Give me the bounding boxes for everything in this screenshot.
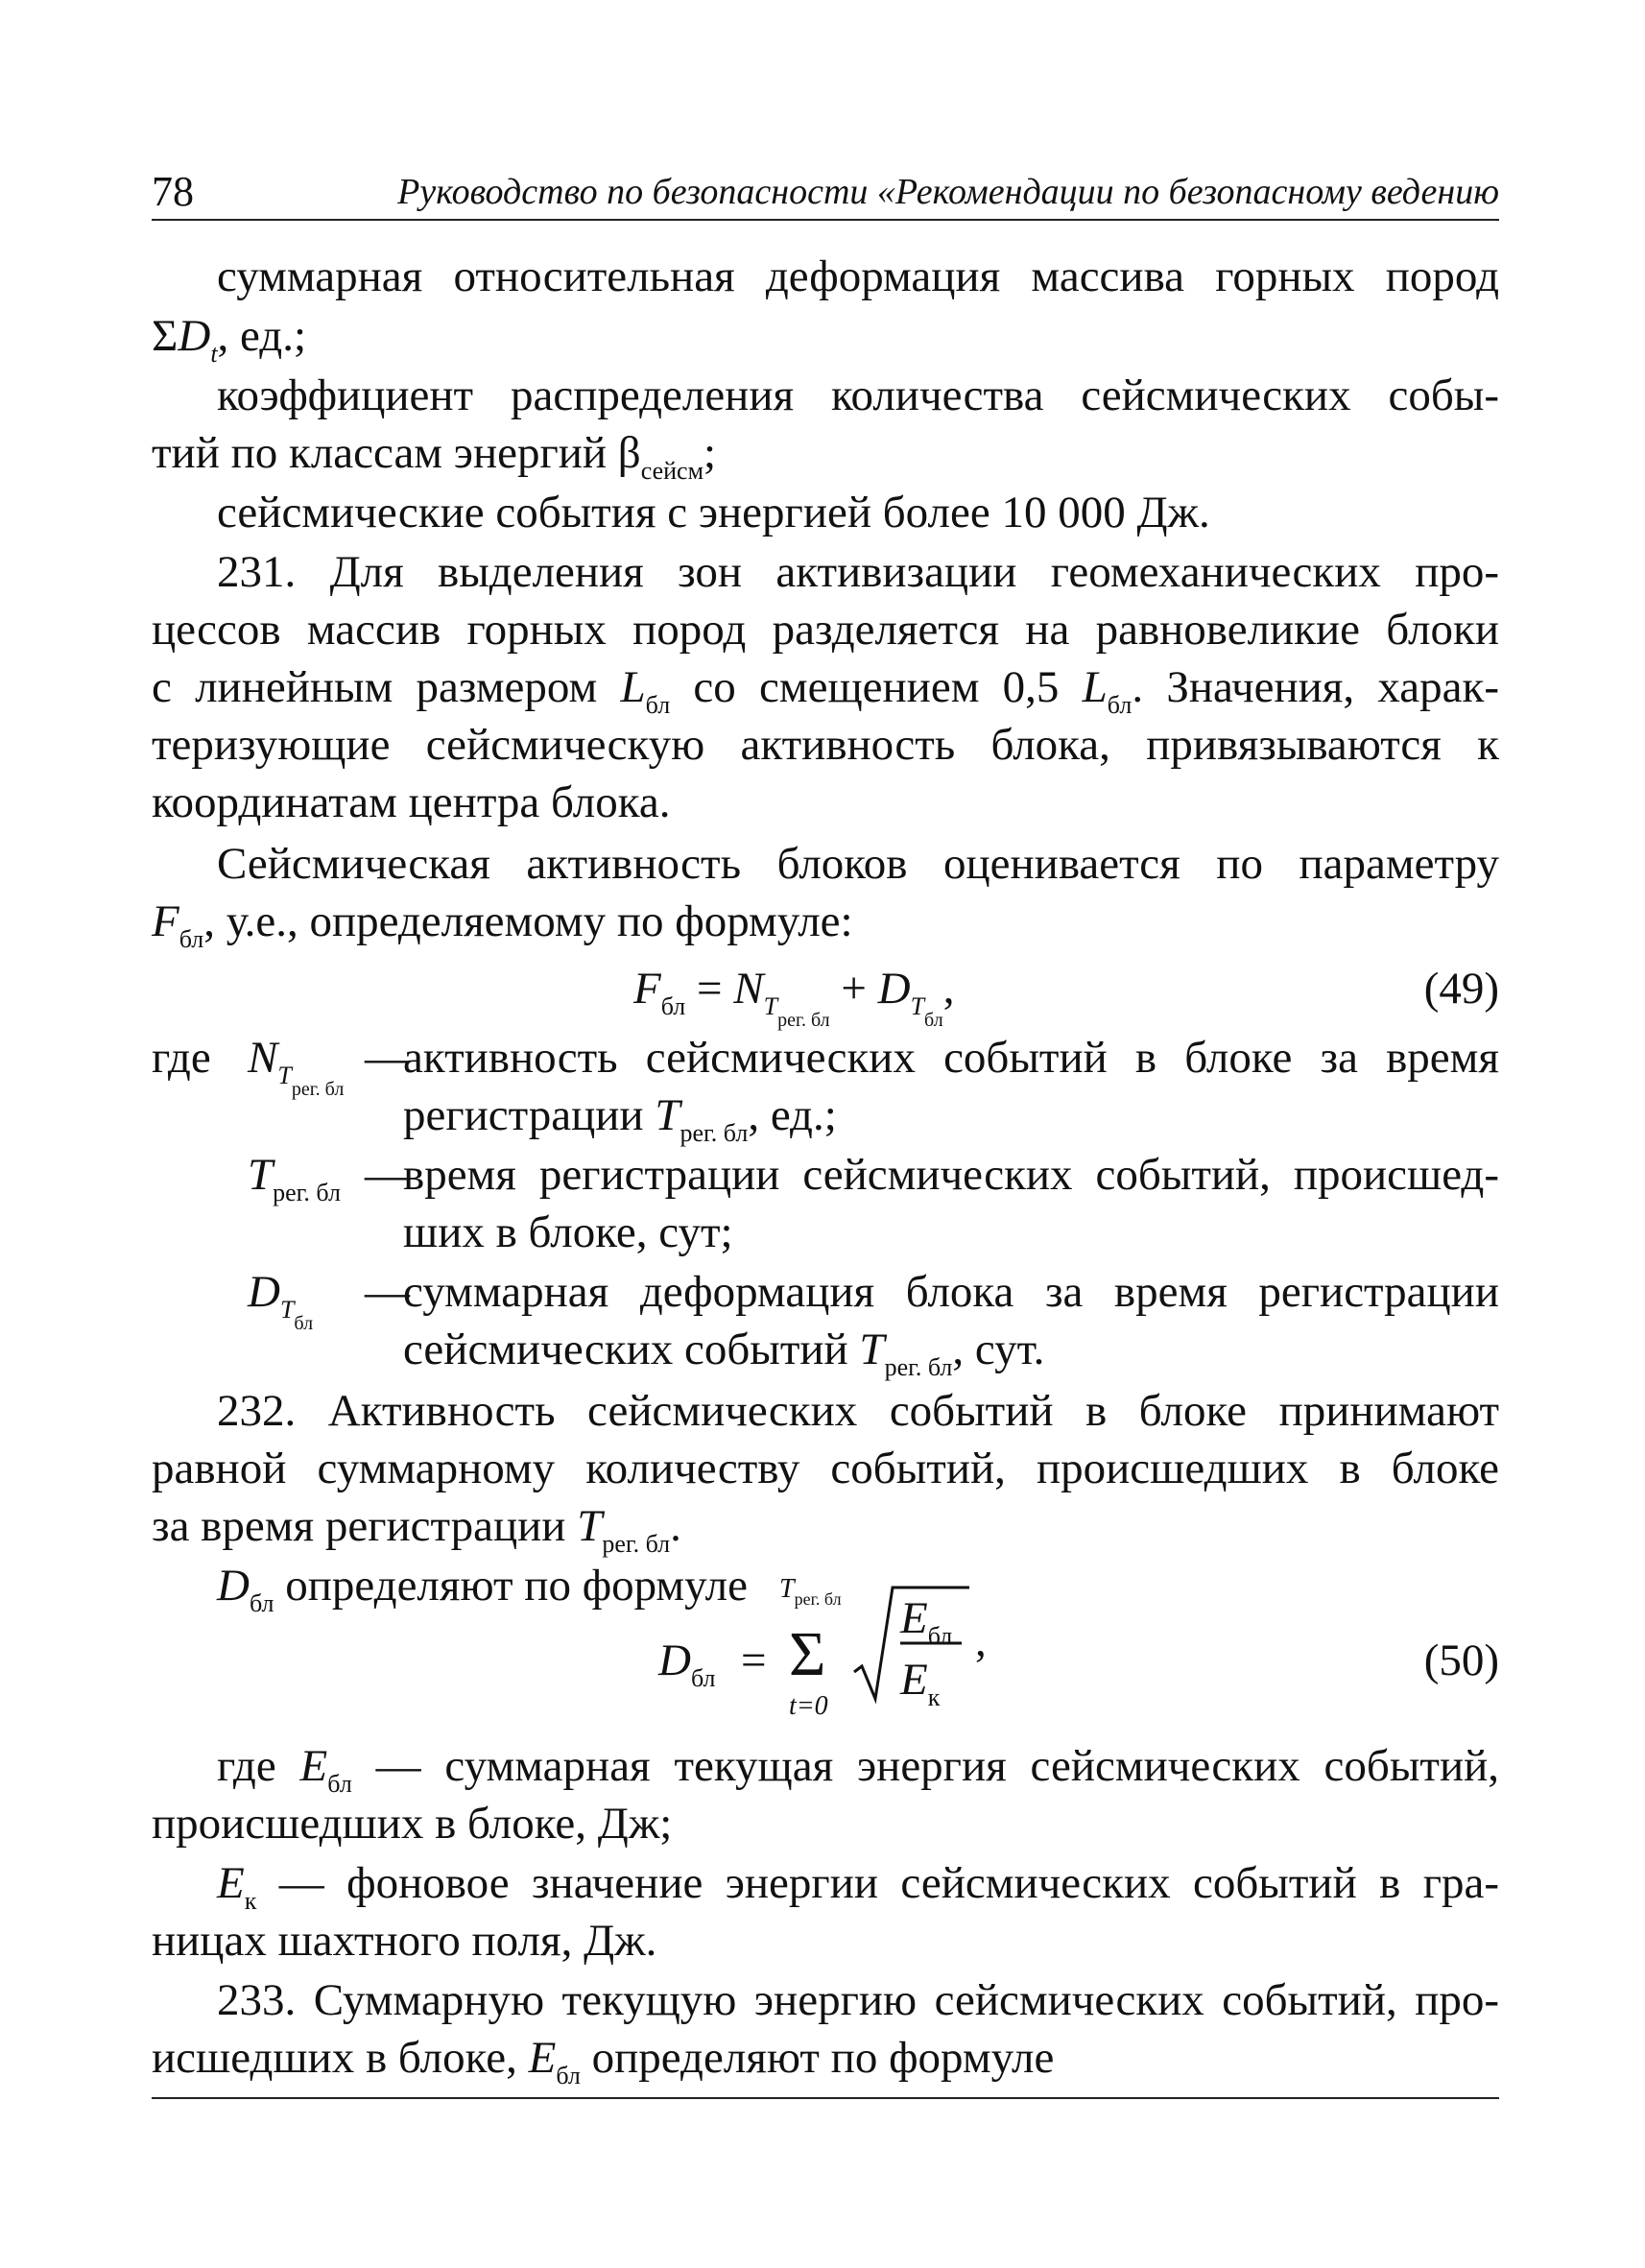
text-line: регистрации $T_{рег. бл}$, ед.; (403, 1090, 837, 1147)
text-line: равной суммарному количеству событий, происшедших в блоке (152, 1444, 1499, 1493)
text-line: ницах шахтного поля, Дж. (152, 1916, 657, 1966)
formula-50-lhs: $D_{бл}$ (658, 1635, 716, 1692)
text-line: коэффициент распределения количества сейсмических собы- (217, 370, 1499, 420)
text-line: цессов массив горных пород разделяется на равновеликие блоки (152, 605, 1499, 655)
text-line: координатам центра блока. (152, 777, 671, 827)
running-title: Руководство по безопасности «Рекомендации по безопасному ведению (397, 172, 1499, 212)
text-line: активность сейсмических событий в блоке за время (403, 1033, 1499, 1083)
text-line: $E_к$ — фоновое значение энергии сейсмических событий в гра- (217, 1858, 1499, 1915)
formula-49: $F_{бл} = N_{T_{рег. бл}} + D_{T_{бл}}$, (633, 964, 955, 1031)
text-line: сейсмических событий $T_{рег. бл}$, сут. (403, 1325, 1045, 1381)
footer-rule (152, 2097, 1499, 2099)
text-line: $F_{бл}$, у.е., определяемому по формуле: (152, 896, 853, 953)
fraction-numerator: $E_{бл}$ (900, 1593, 953, 1650)
equation-number: (49) (1423, 964, 1499, 1014)
text-line: где $E_{бл}$ — суммарная текущая энергия сейсмических событий, (217, 1741, 1499, 1798)
sigma-symbol: Σ (789, 1619, 826, 1689)
text-line: тий по классам энергий $\beta_{сейсм}$; (152, 428, 717, 485)
formula-50-eq: = (741, 1635, 767, 1685)
dash: — (365, 1150, 410, 1200)
text-line: суммарная деформация блока за время регистрации (403, 1267, 1499, 1317)
page-number: 78 (152, 168, 194, 215)
text-line: $D_{бл}$ определяют по формуле (217, 1561, 748, 1617)
header-rule (152, 219, 1499, 221)
sum-upper-limit: $T_{рег. бл}$ (779, 1574, 842, 1609)
text-line: Сейсмическая активность блоков оценивается по параметру (217, 839, 1499, 889)
text-line: сейсмические события с энергией более 10 000 Дж. (217, 488, 1210, 537)
text-line: $\Sigma D_t$, ед.; (152, 311, 307, 368)
text-line: 231. Для выделения зон активизации геомеханических про- (217, 547, 1499, 597)
text-line: суммарная относительная деформация массива горных пород (217, 251, 1499, 301)
symbol-d: $D_{T_{бл}}$ (248, 1267, 314, 1334)
text-line: 232. Активность сейсмических событий в блоке принимают (217, 1386, 1499, 1436)
text-line: время регистрации сейсмических событий, происшед- (403, 1150, 1499, 1200)
text-line: ших в блоке, сут; (403, 1207, 733, 1257)
where-label: где (152, 1033, 211, 1083)
dash: — (365, 1033, 410, 1083)
text-line: за время регистрации $T_{рег. бл}$. (152, 1501, 681, 1558)
text-line: происшедших в блоке, Дж; (152, 1799, 673, 1849)
text-line: 233. Суммарную текущую энергию сейсмических событий, про- (217, 1975, 1499, 2025)
symbol-n: $N_{T_{рег. бл}}$ (248, 1033, 345, 1100)
equation-number: (50) (1423, 1635, 1499, 1685)
running-header (152, 165, 1499, 219)
symbol-t: $T_{рег. бл}$ (248, 1150, 341, 1206)
formula-50-comma: , (975, 1616, 987, 1666)
text-line: исшедших в блоке, $E_{бл}$ определяют по формуле (152, 2033, 1055, 2089)
text-line: теризующие сейсмическую активность блока, привязываются к (152, 720, 1499, 770)
sum-lower-limit: t=0 (789, 1691, 828, 1721)
fraction-denominator: $E_к$ (900, 1655, 941, 1711)
dash: — (365, 1267, 410, 1317)
text-line: с линейным размером $L_{бл}$ со смещением 0,5 $L_{бл}$. Значения, харак- (152, 662, 1499, 719)
